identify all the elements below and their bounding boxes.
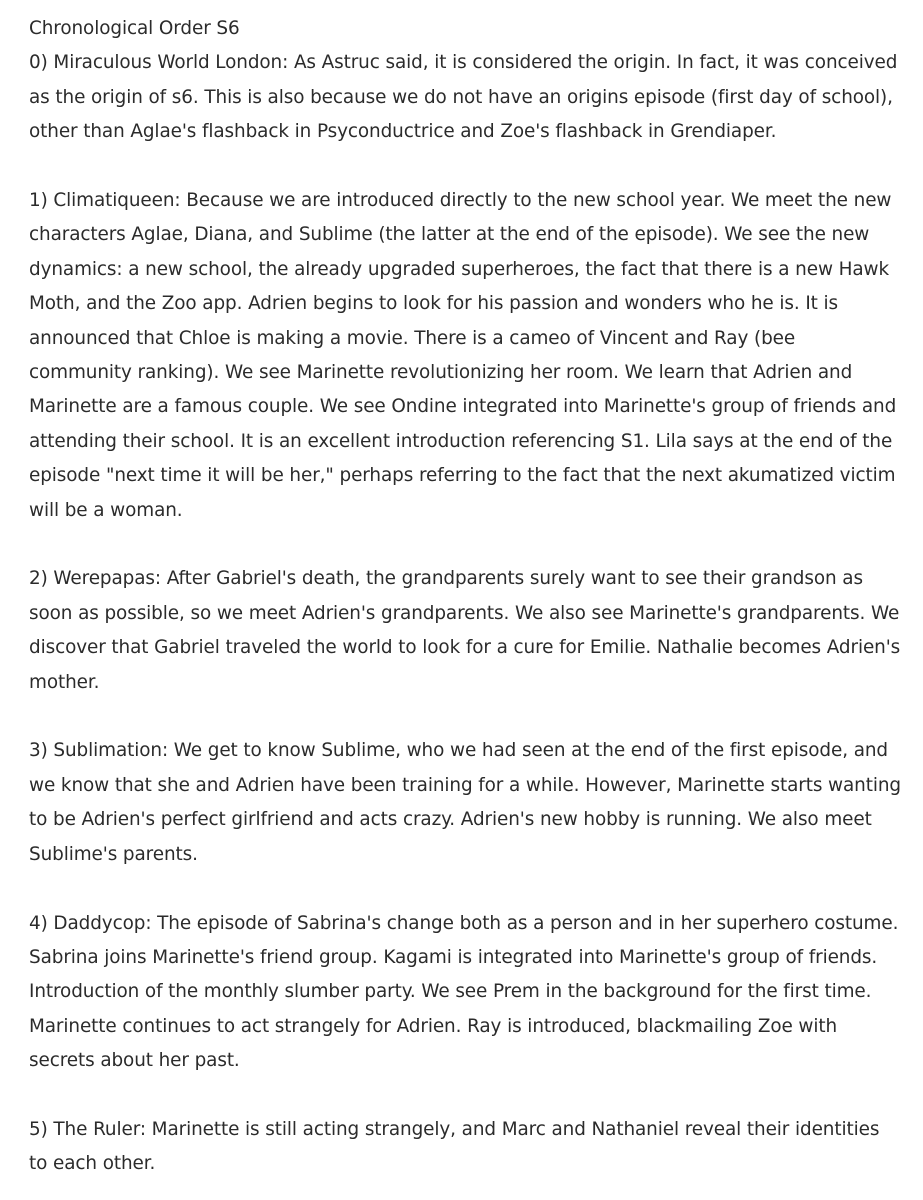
paragraph-gap bbox=[29, 872, 903, 906]
paragraph-gap bbox=[29, 700, 903, 734]
paragraph-episode-4: 4) Daddycop: The episode of Sabrina's change both as a person and in her superhero costume. Sabrina joins Marinette's friend group. Kagami is integrated into Marinette's group of friends. Introduction of the monthly slumber party. We see Prem in the background for the first time. Marinette continues to act strangely for Adrien. Ray is introduced, blackmailing Zoe with secrets about her past. bbox=[29, 912, 899, 1072]
paragraph-gap bbox=[29, 1079, 903, 1113]
paragraph-gap bbox=[29, 528, 903, 562]
paragraph-episode-2: 2) Werepapas: After Gabriel's death, the grandparents surely want to see their grandson as soon as possible, so we meet Adrien's grandparents. We also see Marinette's grandparents. We discover that Gabriel traveled the world to look for a cure for Emilie. Nathalie becomes Adrien's mother. bbox=[29, 568, 901, 693]
document-title: Chronological Order S6 bbox=[29, 18, 240, 39]
paragraph-episode-1: 1) Climatiqueen: Because we are introduced directly to the new school year. We meet the new characters Aglae, Diana, and Sublime (the latter at the end of the episode). We see the new dynamics: a new school, the already upgraded superheroes, the fact that there is a new Hawk Moth, and the Zoo app. Adrien begins to look for his passion and wonders who he is. It is announced that Chloe is making a movie. There is a cameo of Vincent and Ray (bee community ranking). We see Marinette revolutionizing her room. We learn that Adrien and Marinette are a famous couple. We see Ondine integrated into Marinette's group of friends and attending their school. It is an excellent introduction referencing S1. Lila says at the end of the episode "next time it will be her," perhaps referring to the fact that the next akumatized victim will be a woman. bbox=[29, 190, 897, 521]
paragraph-gap bbox=[29, 150, 903, 184]
paragraph-episode-3: 3) Sublimation: We get to know Sublime, who we had seen at the end of the first episode, and we know that she and Adrien have been training for a while. However, Marinette starts wanting to be Adrien's perfect girlfriend and acts crazy. Adrien's new hobby is running. We also meet Sublime's parents. bbox=[29, 740, 901, 865]
paragraph-episode-0: 0) Miraculous World London: As Astruc said, it is considered the origin. In fact, it was conceived as the origin of s6. This is also because we do not have an origins episode (first day of school), other than Aglae's flashback in Psyconductrice and Zoe's flashback in Grendiaper. bbox=[29, 52, 898, 143]
paragraph-episode-5: 5) The Ruler: Marinette is still acting strangely, and Marc and Nathaniel reveal their identities to each other. bbox=[29, 1118, 880, 1175]
